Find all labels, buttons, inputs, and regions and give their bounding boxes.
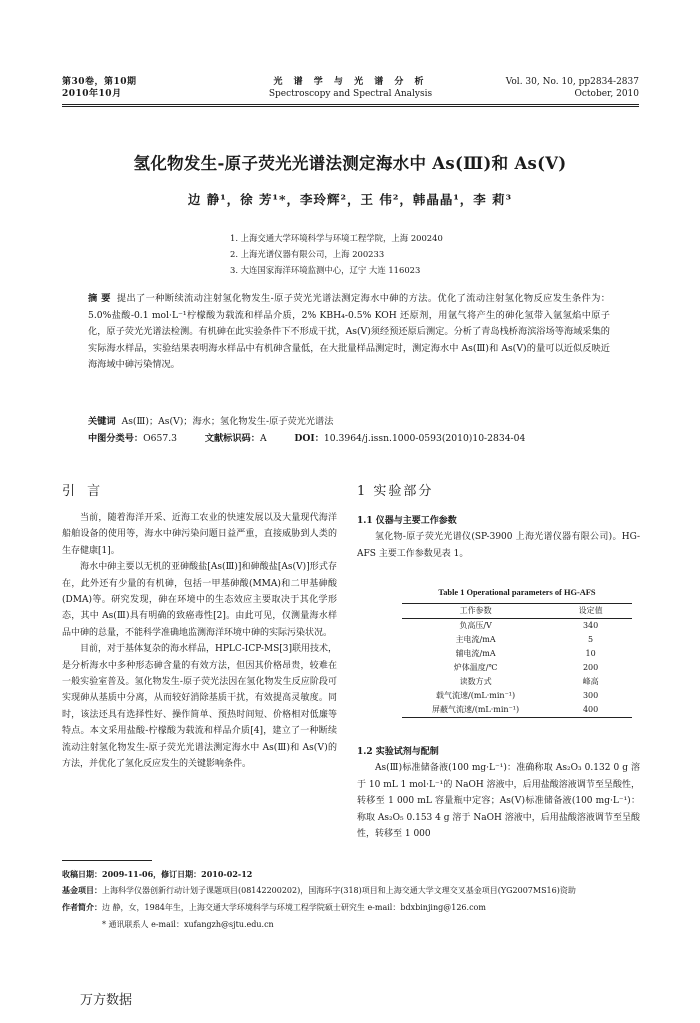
table-row (402, 689, 632, 703)
watermark-text: 万方数据 (80, 993, 133, 1008)
intro-paragraph: 目前，对于基体复杂的海水样品，HPLC-ICP-MS[3]联用技术，是分析海水中多种形态砷含量的有效方法，但因其价格昂贵，较难在一般实验室普及。氢化物发生-原子荧光法因在氢化物发生反应阶段可实现砷从基质中分离，从而较好消除基质干扰，有效提高灵敏度。同时，该法还具有选择性好、操作简单、预热时间短、价格相对低廉等特点。本文采用盐酸-柠檬酸为载流和样品介质[4]，建立了一种断续流动注射氢化物发生-原子荧光光谱法测定海水中 As(Ⅲ)和 As(Ⅴ)的方法，并优化了氢化反应发生的关键影响条件。 (62, 644, 337, 770)
intro-body (62, 510, 337, 773)
fund-label: 基金项目： (62, 885, 102, 896)
abstract-text: 提出了一种断续流动注射氢化物发生-原子荧光光谱法测定海水中砷的方法。优化了流动注射氢化物反应发生条件为：5.0%盐酸-0.1 mol·L⁻¹柠檬酸为载流和样品介质，2% KBH₄-0.5% KOH 还原剂，用氩气将产生的砷化氢带入氩氢焰中原子化，原子荧光光谱法检测。有机砷在此实验条件下不形成干扰，As(Ⅴ)须经预还原后测定。分析了青岛栈桥海滨浴场等海域采集的实际海水样品，实验结果表明海水样品中有机砷含量低，在大批量样品测定时，测定海水中 As(Ⅲ)和 As(Ⅴ)的量可以近似反映近海海域中砷污染情况。 (88, 293, 610, 371)
table-cell: 读数方式 (459, 677, 492, 686)
classification-line (88, 431, 610, 448)
table-cell: 主电流/mA (455, 635, 496, 644)
experimental-heading: 1 实验部分 (357, 484, 434, 499)
paper-title: 氢化物发生-原子荧光光谱法测定海水中 As(Ⅲ)和 As(Ⅴ) (133, 154, 567, 173)
table-cell: 300 (582, 691, 599, 700)
table (402, 603, 632, 718)
fund-text: 上海科学仪器创新行动计划子课题项目(08142200202)，国海环字(318)项目和上海交通大学文理交叉基金项目(YG2007MS16)资助 (102, 886, 576, 896)
subsection-title: 1.1 仪器与主要工作参数 (357, 516, 457, 526)
subsection-text: 氢化物-原子荧光光谱仪(SP-3900 上海光谱仪器有限公司)。HG-AFS 主要工作参数见表 1。 (357, 532, 640, 559)
table-header-cell: 工作参数 (402, 604, 549, 619)
affiliation-item: 2. 上海光谱仪器有限公司，上海 200233 (230, 249, 385, 259)
bio-label: 作者简介： (62, 902, 102, 913)
clc-label: 中图分类号： (88, 433, 144, 444)
journal-volume: 第30卷，第10期 2010年10月 (62, 77, 137, 99)
table-cell: 10 (585, 649, 596, 658)
doi-label: DOI： (294, 433, 324, 444)
subsection-title: 1.2 实验试剂与配制 (357, 747, 439, 757)
bio-text: 边 静，女，1984年生，上海交通大学环境科学与环境工程学院硕士研究生 e-mail：bdxbinjing@126.com (102, 903, 486, 913)
abstract-label: 摘 要 (88, 293, 111, 304)
table-cell: 炉体温度/℃ (453, 663, 498, 672)
table-cell: 载气流速/(mL·min⁻¹) (436, 691, 516, 700)
section-1-1 (357, 513, 640, 562)
table-cell: 340 (582, 621, 599, 630)
table-cell: 200 (582, 663, 599, 672)
author-list: 边 静¹，徐 芳¹*，李玲辉²，王 伟²，韩晶晶¹，李 莉³ (187, 192, 513, 207)
table-cell: 辅电流/mA (455, 649, 496, 658)
header-rule (62, 104, 639, 105)
intro-heading: 引 言 (62, 484, 105, 499)
keywords-text: As(Ⅲ)；As(Ⅴ)；海水；氢化物发生-原子荧光光谱法 (121, 416, 334, 427)
received-date: 收稿日期：2009-11-06，修订日期：2010-02-12 (62, 869, 253, 879)
table-cell: 屏蔽气流速/(mL·min⁻¹) (402, 703, 549, 718)
affiliation-item: 1. 上海交通大学环境科学与环境工程学院，上海 200240 (230, 233, 443, 243)
header-rule-2 (62, 106, 639, 107)
table-cell: 峰高 (582, 677, 599, 686)
table-row (402, 675, 632, 689)
table-header-cell: 设定值 (549, 604, 632, 619)
table-cell: 负高压/V (459, 621, 492, 630)
affiliations (230, 230, 443, 278)
affiliation-item: 3. 大连国家海洋环境监测中心，辽宁 大连 116023 (230, 265, 421, 275)
clc-value: O657.3 (143, 433, 177, 444)
section-1-2 (357, 744, 640, 842)
table-row (402, 703, 632, 718)
doc-code-label: 文献标识码： (204, 433, 260, 444)
table-row (402, 633, 632, 647)
parameters-table (402, 587, 632, 718)
footnote-rule (62, 860, 152, 861)
author-bio (62, 899, 652, 916)
fund-line (62, 882, 652, 899)
table-cell: 5 (588, 635, 594, 644)
doi-value: 10.3964/j.issn.1000-0593(2010)10-2834-04 (323, 433, 526, 444)
intro-paragraph: 海水中砷主要以无机的亚砷酸盐[As(Ⅲ)]和砷酸盐[As(Ⅴ)]形式存在，此外还有少量的有机砷，包括一甲基砷酸(MMA)和二甲基砷酸(DMA)等。研究发现，砷在环境中的生态效应主要取决于其化学形态，其中 As(Ⅲ)具有明确的致癌毒性[2]。由此可见，仅测量海水样品中砷的总量，不能科学准确地监测海洋环境中砷的实际污染状况。 (62, 562, 337, 638)
corresponding-author: * 通讯联系人 e-mail：xufangzh@sjtu.edu.cn (102, 919, 274, 929)
table-row (402, 647, 632, 661)
table-row (402, 661, 632, 675)
abstract (88, 291, 610, 374)
running-header (62, 76, 639, 104)
doc-code-value: A (259, 433, 267, 444)
table-header-row (402, 604, 632, 619)
table-cell: 400 (549, 703, 632, 718)
keywords (88, 414, 610, 431)
table-caption: Table 1 Operational parameters of HG-AFS (438, 588, 596, 597)
footnotes (62, 866, 652, 933)
table-row (402, 619, 632, 634)
journal-citation: Vol. 30, No. 10, pp2834-2837 October, 2010 (505, 77, 639, 99)
subsection-text: As(Ⅲ)标准储备液(100 mg·L⁻¹)：准确称取 As₂O₃ 0.132 0 g 溶于 10 mL 1 mol·L⁻¹的 NaOH 溶液中，后用盐酸溶液调节至呈酸性，转移至 1 000 mL 容量瓶中定容；As(Ⅴ)标准储备液(100 mg·L⁻¹)：称取 As₂O₅ 0.153 4 g 溶于 NaOH 溶液中，后用盐酸溶液调节至呈酸性，转移至 1 000 (357, 763, 640, 840)
keywords-label: 关键词 (88, 416, 116, 427)
intro-paragraph: 当前，随着海洋开采、近海工农业的快速发展以及大量现代海洋船舶设备的使用等，海水中砷污染问题日益严重，直接威胁到人类的生存健康[1]。 (62, 513, 337, 556)
journal-name: 光 谱 学 与 光 谱 分 析 Spectroscopy and Spectral Analysis (268, 77, 433, 99)
